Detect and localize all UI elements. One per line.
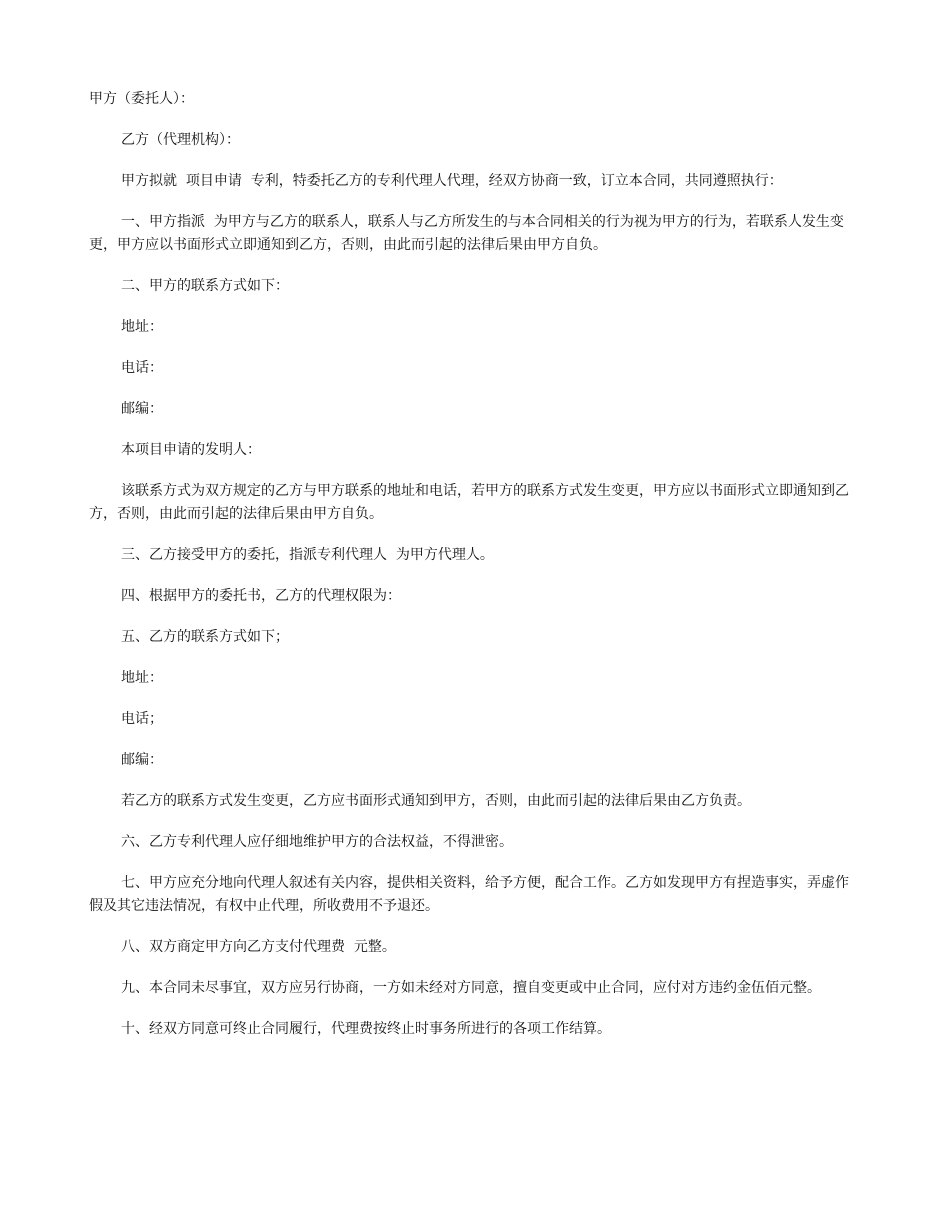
clause-4-paragraph: 四、根据甲方的委托书，乙方的代理权限为：	[121, 588, 401, 604]
party-b-contact-change-paragraph: 若乙方的联系方式发生变更，乙方应书面形式通知到甲方，否则，由此而引起的法律后果由乙方负责。	[121, 793, 751, 809]
clause-6-paragraph: 六、乙方专利代理人应仔细地维护甲方的合法权益，不得泄密。	[121, 834, 513, 850]
clause-9-paragraph: 九、本合同未尽事宜，双方应另行协商，一方如未经对方同意，擅自变更或中止合同，应付对方违约金伍佰元整。	[121, 980, 821, 996]
party-b-phone-line: 电话；	[121, 711, 163, 727]
party-a-contact-change-paragraph: 该联系方式为双方规定的乙方与甲方联系的地址和电话，若甲方的联系方式发生变更，甲方应以书面形式立即通知到乙方，否则，由此而引起的法律后果由甲方自负。	[89, 483, 849, 522]
clause-1-paragraph: 一、甲方指派 为甲方与乙方的联系人，联系人与乙方所发生的与本合同相关的行为视为甲方的行为，若联系人发生变更，甲方应以书面形式立即通知到乙方，否则，由此而引起的法律后果由甲方自负。	[89, 214, 844, 253]
party-a-phone-line: 电话：	[121, 360, 163, 376]
preamble-paragraph: 甲方拟就 项目申请 专利，特委托乙方的专利代理人代理，经双方协商一致，订立本合同，共同遵照执行：	[121, 173, 783, 189]
clause-2-heading: 二、甲方的联系方式如下：	[121, 278, 289, 294]
clause-10-paragraph: 十、经双方同意可终止合同履行，代理费按终止时事务所进行的各项工作结算。	[121, 1021, 611, 1037]
party-b-postcode-line: 邮编：	[121, 752, 163, 768]
party-b-address-line: 地址：	[121, 670, 163, 686]
document-body	[89, 88, 861, 1059]
party-a-line: 甲方（委托人）：	[89, 91, 194, 107]
party-a-address-line: 地址：	[121, 319, 163, 335]
party-a-postcode-line: 邮编：	[121, 401, 163, 417]
inventor-line: 本项目申请的发明人：	[121, 442, 261, 458]
clause-8-paragraph: 八、双方商定甲方向乙方支付代理费 元整。	[121, 939, 396, 955]
party-b-line: 乙方（代理机构）：	[121, 132, 240, 148]
clause-7-paragraph: 七、甲方应充分地向代理人叙述有关内容，提供相关资料，给予方便，配合工作。乙方如发现甲方有捏造事实，弄虚作假及其它违法情况，有权中止代理，所收费用不予退还。	[89, 875, 849, 914]
clause-3-paragraph: 三、乙方接受甲方的委托，指派专利代理人 为甲方代理人。	[121, 547, 494, 563]
clause-5-heading: 五、乙方的联系方式如下；	[121, 629, 289, 645]
